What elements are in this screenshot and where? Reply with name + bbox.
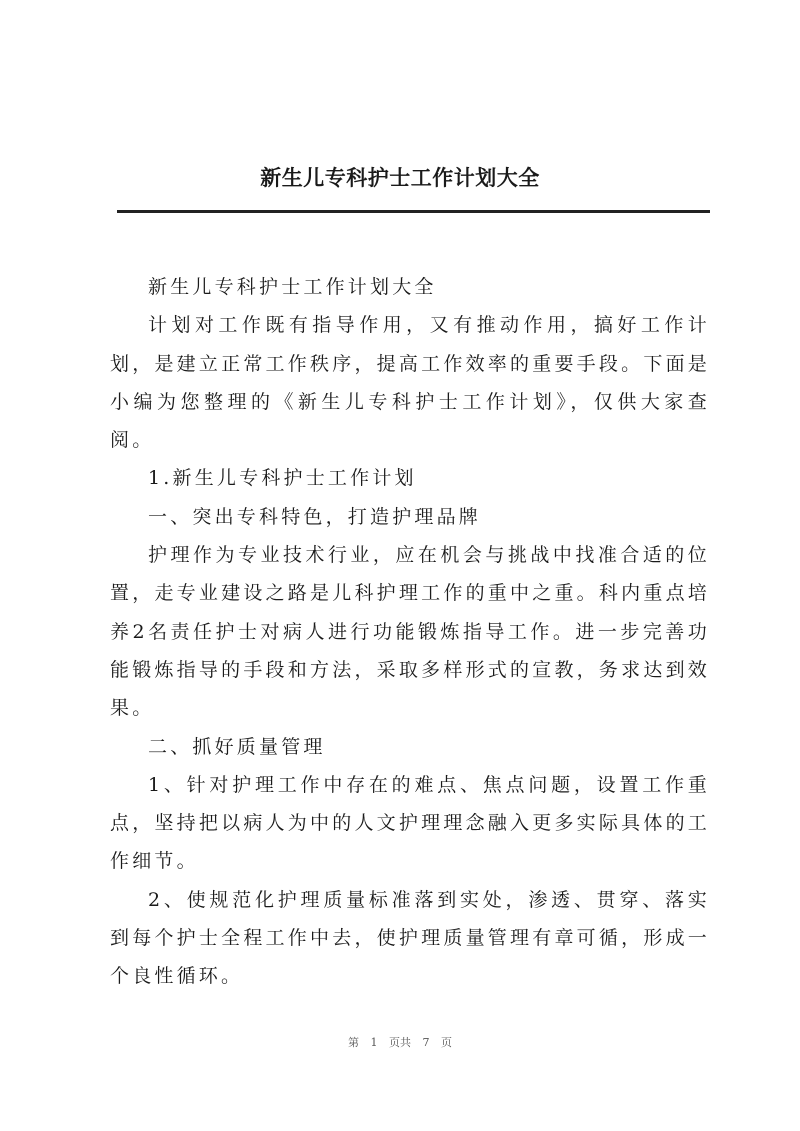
paragraph-section-title: 1.新生儿专科护士工作计划 <box>148 467 417 490</box>
paragraph-heading: 新生儿专科护士工作计划大全 <box>148 276 437 298</box>
document-body <box>110 268 710 996</box>
paragraph-body-1: 护理作为专业技术行业，应在机会与挑战中找准合适的位置，走专业建设之路是儿科护理工作的重中之重。科内重点培养2名责任护士对病人进行功能锻炼指导工作。进一步完善功能锻炼指导的手段和方法，采取多样形式的宣教，务求达到效果。 <box>110 544 710 720</box>
paragraph-subheading-1: 一、突出专科特色，打造护理品牌 <box>148 505 482 528</box>
paragraph-item-2: 2、使规范化护理质量标准落到实处，渗透、贯穿、落实到每个护士全程工作中去，使护理质量管理有章可循，形成一个良性循环。 <box>110 888 710 988</box>
paragraph-item-1: 1、针对护理工作中存在的难点、焦点问题，设置工作重点，坚持把以病人为中的人文护理理念融入更多实际具体的工作细节。 <box>110 773 710 873</box>
document-title: 新生儿专科护士工作计划大全 <box>260 166 540 190</box>
title-divider <box>117 210 710 213</box>
paragraph-subheading-2: 二、抓好质量管理 <box>148 735 326 758</box>
paragraph-intro: 计划对工作既有指导作用，又有推动作用，搞好工作计划，是建立正常工作秩序，提高工作效率的重要手段。下面是小编为您整理的《新生儿专科护士工作计划》，仅供大家查阅。 <box>110 314 710 452</box>
page-number: 第 1 页共 7 页 <box>348 1036 452 1049</box>
